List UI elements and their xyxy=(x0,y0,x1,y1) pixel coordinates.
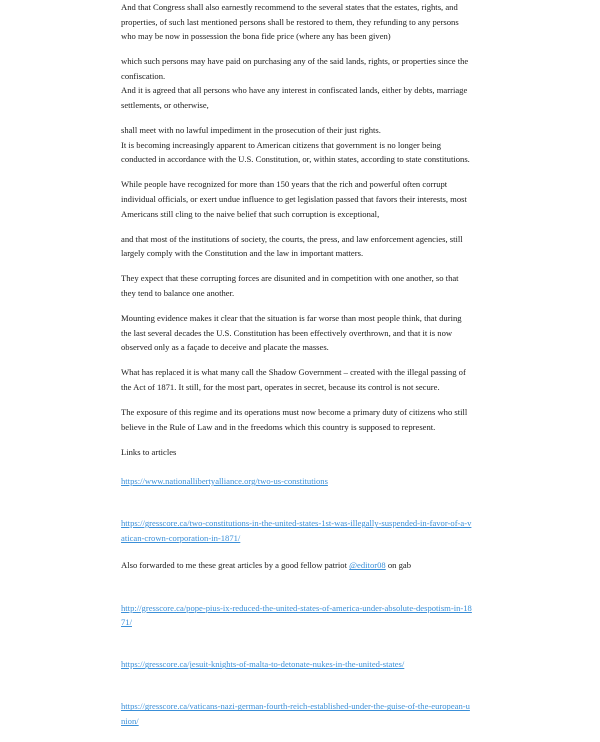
forward-note xyxy=(121,558,473,573)
article-link[interactable]: https://www.nationallibertyalliance.org/two-us-constitutions xyxy=(121,475,328,486)
paragraph: The exposure of this regime and its operations must now become a primary duty of citizens who still believe in the Rule of Law and in the freedoms which this country is supposed to represent. xyxy=(121,407,468,432)
link-item xyxy=(121,643,473,672)
user-mention-link[interactable]: @editor08 xyxy=(349,560,386,571)
paragraph: And that Congress shall also earnestly recommend to the several states that the estates, rights, and properties, of such last mentioned persons shall be restored to them, they refunding to any persons who may be now in possession the bona fide price (where any has been given) xyxy=(121,2,459,42)
link-item xyxy=(121,586,473,630)
paragraph: What has replaced it is what many call the Shadow Government – created with the illegal passing of the Act of 1871. It still, for the most part, operates in secret, because its control is not secure. xyxy=(121,367,466,392)
article-link[interactable]: https://gresscore.ca/two-constitutions-in-the-united-states-1st-was-illegally-suspended-in-favor-of-a-vatican-crown-corporation-in-1871/ xyxy=(121,518,472,543)
forward-text: Also forwarded to me these great articles by a good fellow patriot xyxy=(121,560,350,571)
article-link[interactable]: https://gresscore.ca/vaticans-nazi-german-fourth-reich-established-under-the-guise-of-the-european-union/ xyxy=(121,701,470,727)
paragraph: and that most of the institutions of society, the courts, the press, and law enforcement agencies, still largely comply with the Constitution and the law in important matters. xyxy=(121,233,463,259)
paragraph: shall meet with no lawful impediment in the prosecution of their just rights. It is becoming increasingly apparent to American citizens that government is no longer being conducted in accordance with the U.S. Constitution, or, within states, according to state constitutions. xyxy=(121,125,470,165)
paragraph: They expect that these corrupting forces are disunited and in competition with one another, so that they tend to balance one another. xyxy=(121,273,459,298)
links-heading: Links to articles xyxy=(121,446,177,457)
article-body xyxy=(121,0,473,742)
article-link[interactable]: http://gresscore.ca/pope-pius-ix-reduced-the-united-states-of-america-under-absolute-despotism-in-1871/ xyxy=(121,602,472,628)
link-item xyxy=(121,459,473,488)
link-item xyxy=(121,685,473,729)
paragraph: which such persons may have paid on purchasing any of the said lands, rights, or properties since the confiscation. And it is agreed that all persons who have any interest in confiscated lands, either by debts, marriage settlements, or otherwise, xyxy=(121,56,469,111)
paragraph: While people have recognized for more than 150 years that the rich and powerful often corrupt individual officials, or exert undue influence to get legislation passed that favors their interests, most Americans still cling to the naive belief that such corruption is exceptional, xyxy=(121,179,467,219)
article-link[interactable]: https://gresscore.ca/jesuit-knights-of-malta-to-detonate-nukes-in-the-united-states/ xyxy=(121,659,405,670)
forward-text-end: on gab xyxy=(385,560,412,571)
link-item xyxy=(121,502,473,546)
paragraph: Mounting evidence makes it clear that the situation is far worse than most people think, that during the last several decades the U.S. Constitution has been effectively overthrown, and that it is now observed only as a façade to deceive and placate the masses. xyxy=(121,313,462,353)
